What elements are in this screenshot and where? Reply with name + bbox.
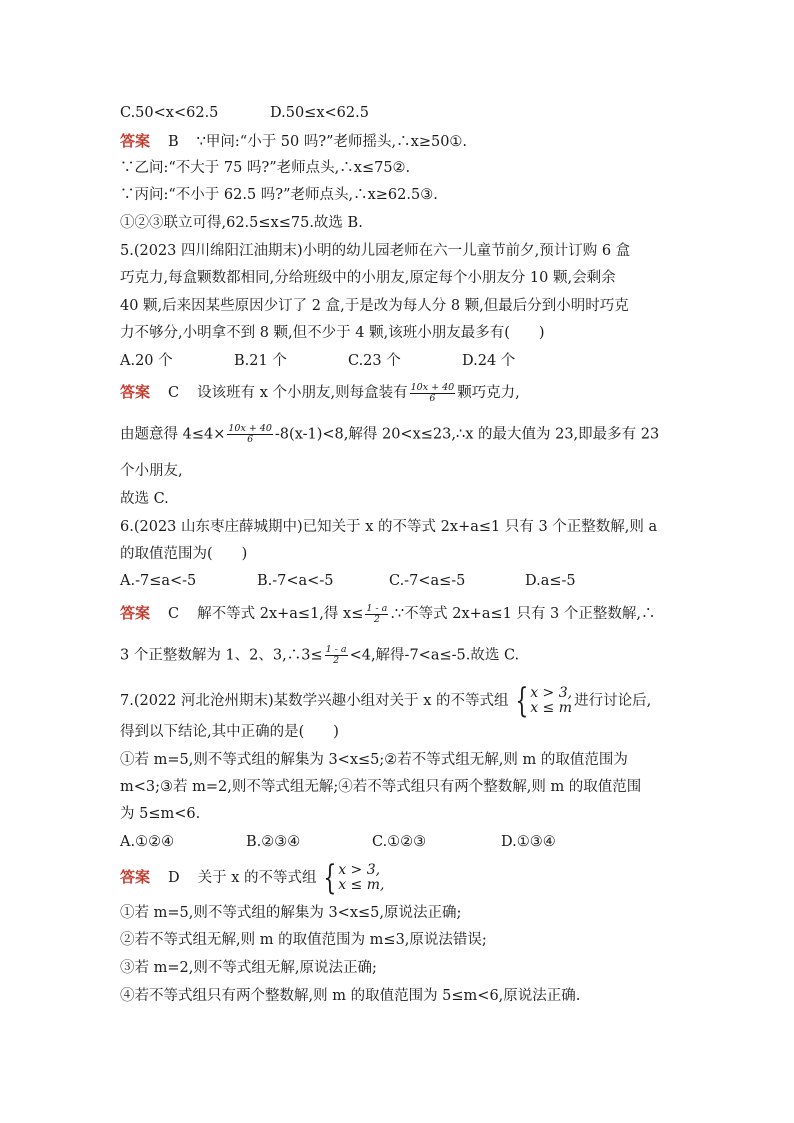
q5-option-b: B.21 个	[234, 353, 287, 369]
q5-option-c: C.23 个	[348, 353, 401, 369]
answer-label: 答案	[120, 132, 151, 150]
q7-answer-line-1	[120, 858, 386, 898]
q5-option-a: A.20 个	[120, 353, 173, 369]
q5-answer-text-pre: 设该班有 x 个小朋友,则每盒装有	[197, 385, 408, 401]
q6-answer2-pre: 3 个正整数解为 1、2、3,∴3≤	[120, 647, 323, 664]
q7-text-line-1	[120, 681, 652, 721]
inequality-system	[319, 858, 385, 898]
q5-answer-text-post: 颗巧克力,	[457, 385, 520, 401]
q6-answer-line-1	[120, 603, 656, 625]
fraction-denominator: 6	[247, 434, 254, 445]
q5-option-d: D.24 个	[462, 353, 516, 369]
inequality-system-rows	[338, 863, 384, 893]
q5-answer-line-4: 故选 C.	[120, 491, 169, 507]
q7-option-b: B.②③④	[246, 834, 301, 850]
brace-icon: {	[514, 681, 528, 721]
q6-option-a: A.-7≤a<-5	[120, 573, 197, 589]
q5-text-line-3: 40 颗,后来因某些原因少订了 2 盒,于是改为每人分 8 颗,但最后分到小明时巧克	[120, 298, 629, 314]
fraction-denominator: 2	[373, 613, 380, 625]
inequality-row: x > 3,	[530, 685, 573, 701]
q7-text-line-5: 为 5≤m<6.	[120, 806, 201, 822]
q7-text-pre: 7.(2022 河北沧州期末)某数学兴趣小组对关于 x 的不等式组	[120, 693, 509, 709]
q7-text-line-4: m<3;③若 m=2,则不等式组无解;④若不等式组只有两个整数解,则 m 的取值范围	[120, 779, 642, 795]
answer-label: 答案	[120, 868, 151, 886]
q7-answer-line-5: ④若不等式组只有两个整数解,则 m 的取值范围为 5≤m<6,原说法正确.	[120, 988, 581, 1004]
q6-answer-text-pre: 解不等式 2x+a≤1,得 x≤	[197, 606, 364, 622]
q5-options-row	[120, 351, 515, 371]
q7-answer-line-4: ③若 m=2,则不等式组无解,原说法正确;	[120, 960, 377, 976]
q7-answer-line-3: ②若不等式组无解,则 m 的取值范围为 m≤3,原说法错误;	[120, 932, 487, 948]
q5-answer-line-3: 个小朋友,	[120, 463, 183, 479]
q7-option-a: A.①②④	[120, 834, 175, 850]
inequality-row: x > 3,	[338, 862, 381, 878]
fraction-numerator: 1 - a	[325, 644, 347, 655]
q6-answer2-post: <4,解得-7<a≤-5.故选 C.	[349, 647, 520, 664]
fraction	[365, 604, 388, 625]
q4-option-c: C.50<x<62.5	[120, 105, 219, 121]
q7-text-line-3: ①若 m=5,则不等式组的解集为 3<x≤5;②若不等式组无解,则 m 的取值范围为	[120, 752, 628, 768]
q4-option-d: D.50≤x<62.5	[270, 105, 369, 121]
q7-option-c: C.①②③	[372, 834, 427, 850]
answer-letter: B	[168, 134, 179, 150]
q4-answer-line-4: ①②③联立可得,62.5≤x≤75.故选 B.	[120, 215, 363, 231]
q4-answer-text: ∵甲问:“小于 50 吗?”老师摇头,∴x≥50①.	[196, 134, 468, 150]
answer-label: 答案	[120, 604, 151, 622]
q5-text-line-4: 力不够分,小明拿不到 8 颗,但不少于 4 颗,该班小朋友最多有( )	[120, 325, 545, 341]
q7-text-post: 进行讨论后,	[574, 693, 652, 709]
q6-text-line-1: 6.(2023 山东枣庄薛城期中)已知关于 x 的不等式 2x+a≤1 只有 3 个正整数解,则 a	[120, 519, 658, 535]
q5-answer-line-1	[120, 382, 520, 404]
q6-option-d: D.a≤-5	[525, 573, 576, 589]
inequality-system-rows	[530, 686, 572, 716]
q7-options-row	[120, 832, 556, 852]
fraction	[227, 424, 273, 445]
q4-answer-line-2: ∵乙问:“不大于 75 吗?”老师点头,∴x≤75②.	[120, 160, 411, 176]
q5-answer2-pre: 由题意得 4≤4×	[120, 426, 226, 443]
q4-answer-line-3: ∵丙问:“不小于 62.5 吗?”老师点头,∴x≥62.5③.	[120, 187, 438, 203]
inequality-row: x ≤ m,	[338, 877, 385, 893]
q7-answer-line-2: ①若 m=5,则不等式组的解集为 3<x≤5,原说法正确;	[120, 905, 462, 921]
answer-label: 答案	[120, 383, 151, 401]
fraction-numerator: 10x + 40	[228, 423, 272, 434]
q7-text-line-2: 得到以下结论,其中正确的是( )	[120, 724, 339, 740]
q4-answer-line-1	[120, 131, 467, 152]
answer-letter: D	[168, 870, 180, 886]
q5-answer2-post: -8(x-1)<8,解得 20<x≤23,∴x 的最大值为 23,即最多有 23	[274, 426, 660, 443]
brace-icon: {	[322, 858, 336, 898]
q6-option-b: B.-7<a<-5	[257, 573, 334, 589]
fraction	[325, 645, 348, 666]
q6-text-line-2: 的取值范围为( )	[120, 546, 248, 562]
fraction-denominator: 6	[429, 392, 436, 404]
answer-letter: C	[168, 606, 180, 622]
fraction	[410, 383, 456, 404]
q5-text-line-2: 巧克力,每盒颗数都相同,分给班级中的小朋友,原定每个小朋友分 10 颗,会剩余	[120, 270, 616, 286]
inequality-row: x ≤ m	[530, 700, 573, 716]
fraction-denominator: 2	[333, 655, 340, 666]
q6-answer-line-2	[120, 645, 519, 666]
fraction-numerator: 10x + 40	[410, 381, 455, 393]
q4-options-row	[120, 103, 369, 123]
q5-answer-line-2	[120, 424, 659, 445]
q6-answer-text-post: .∵不等式 2x+a≤1 只有 3 个正整数解,∴	[390, 606, 656, 622]
q7-option-d: D.①③④	[501, 834, 556, 850]
answer-letter: C	[168, 385, 180, 401]
q6-options-row	[120, 571, 576, 591]
q7-answer-text-pre: 关于 x 的不等式组	[197, 870, 317, 886]
q5-text-line-1: 5.(2023 四川绵阳江油期末)小明的幼儿园老师在六一儿童节前夕,预计订购 6 盒	[120, 243, 631, 259]
fraction-numerator: 1 - a	[366, 602, 388, 614]
inequality-system	[511, 681, 573, 721]
q6-option-c: C.-7<a≤-5	[389, 573, 466, 589]
